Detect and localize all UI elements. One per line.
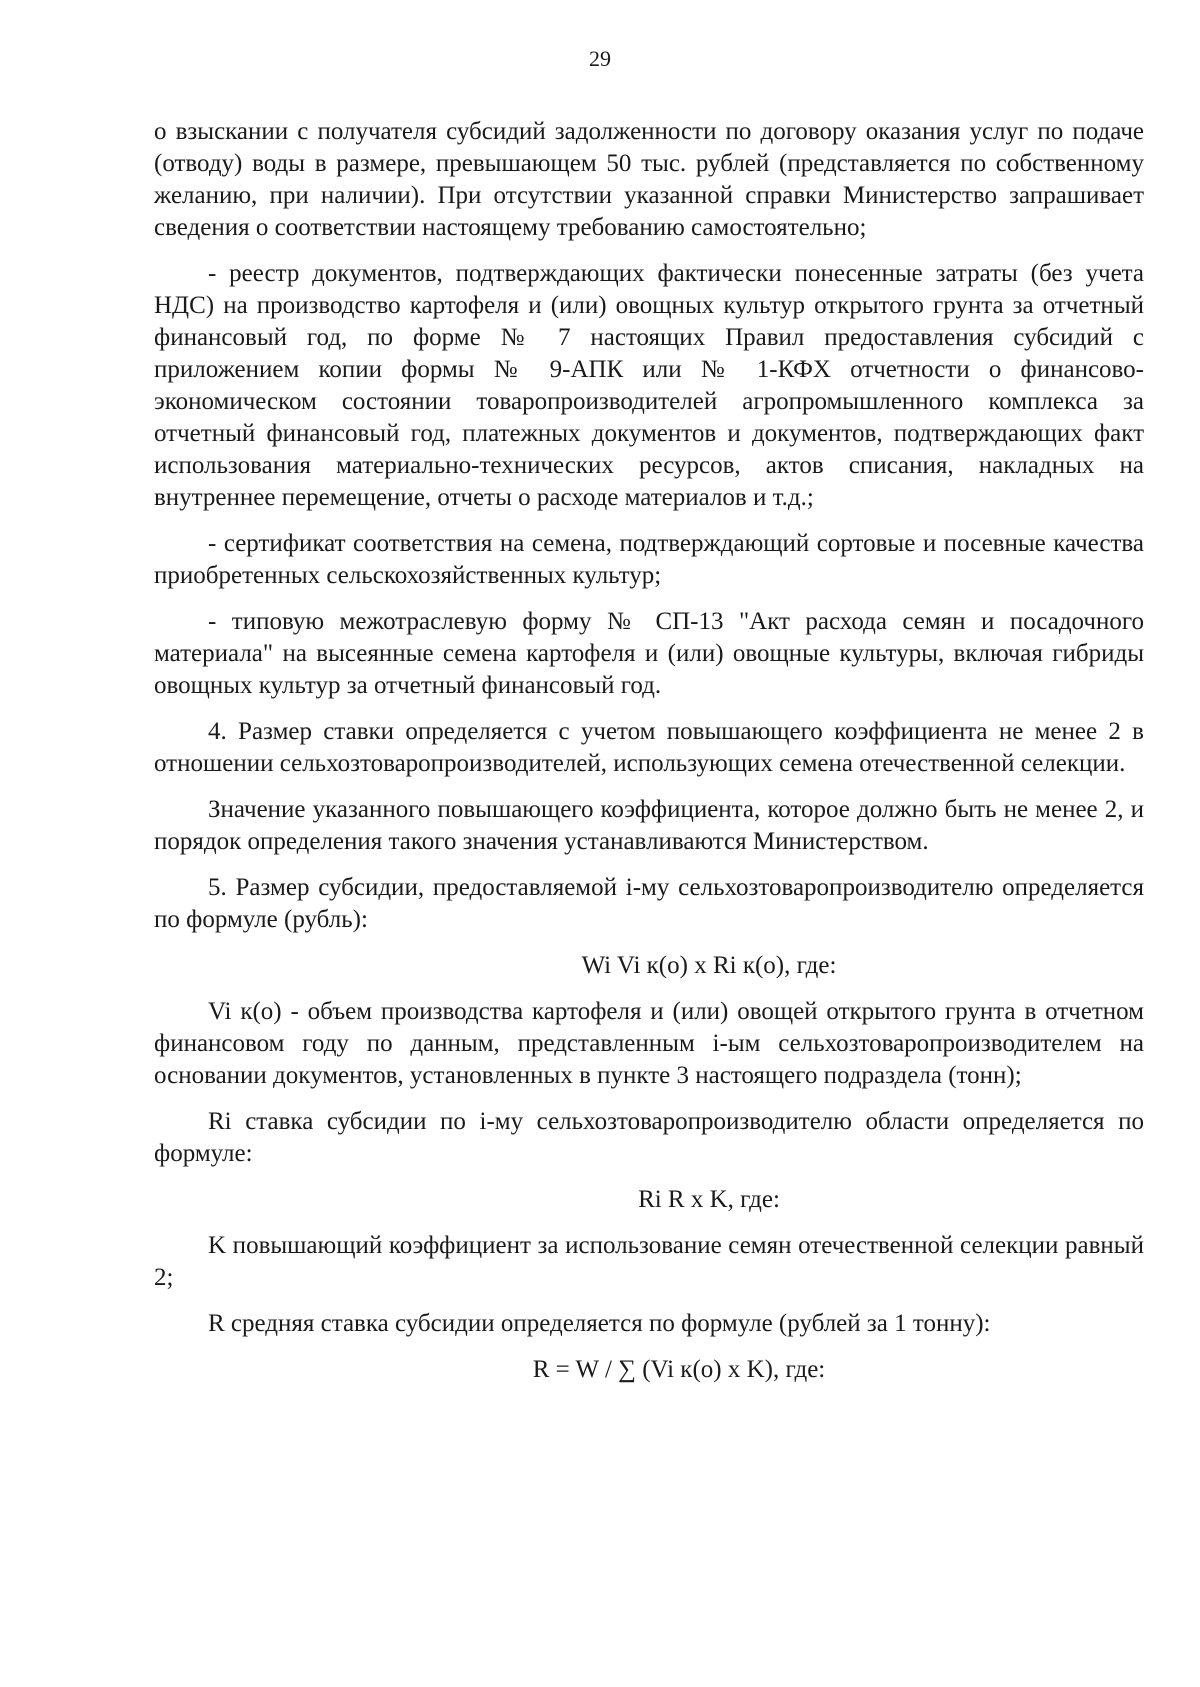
paragraph: 4. Размер ставки определяется с учетом повышающего коэффициента не менее 2 в отношении сельхозтоваропроизводителей, использующих семена отечественной селекции. [154,718,1144,777]
document-body [154,116,1144,1400]
list-item: - типовую межотраслевую форму № СП-13 "Акт расхода семян и посадочного материала" на высеянные семена картофеля и (или) овощные культуры, включая гибриды овощных культур за отчетный финансовый год. [154,608,1144,699]
paragraph: Значение указанного повышающего коэффициента, которое должно быть не менее 2, и порядок определения такого значения устанавливаются Министерством. [154,796,1144,855]
definition: R средняя ставка субсидии определяется по формуле (рублей за 1 тонну): [208,1310,991,1337]
list-item: - реестр документов, подтверждающих фактически понесенные затраты (без учета НДС) на производство картофеля и (или) овощных культур открытого грунта за отчетный финансовый год, по форме № 7 настоящих Правил предоставления субсидий с приложением копии формы № 9-АПК или № 1-КФХ отчетности о финансово-экономическом состоянии товаропроизводителей агропромышленного комплекса за отчетный финансовый год, платежных документов и документов, подтверждающих факт использования материально-технических ресурсов, актов списания, накладных на внутреннее перемещение, отчеты о расходе материалов и т.д.; [154,260,1144,511]
formula-rate: Ri R x K, где: [638,1186,780,1213]
paragraph: о взыскании с получателя субсидий задолженности по договору оказания услуг по подаче (отводу) воды в размере, превышающем 50 тыс. рублей (представляется по собственному желанию, при наличии). При отсутствии указанной справки Министерство запрашивает сведения о соответствии настоящему требованию самостоятельно; [154,118,1144,241]
definition: K повышающий коэффициент за использование семян отечественной селекции равный 2; [154,1232,1144,1291]
formula-subsidy: Wi Vi к(о) x Ri к(о), где: [581,952,837,979]
list-item: - сертификат соответствия на семена, подтверждающий сортовые и посевные качества приобретенных сельскохозяйственных культур; [154,530,1144,589]
paragraph: 5. Размер субсидии, предоставляемой i-му сельхозтоваропроизводителю определяется по формуле (рубль): [154,874,1144,933]
definition: Vi к(о) - объем производства картофеля и (или) овощей открытого грунта в отчетном финансовом году по данным, представленным i-ым сельхозтоваропроизводителем на основании документов, установленных в пункте 3 настоящего подраздела (тонн); [154,998,1144,1089]
definition: Ri ставка субсидии по i-му сельхозтоваропроизводителю области определяется по формуле: [154,1108,1144,1167]
page-number: 29 [589,46,611,71]
formula-average-rate: R = W / ∑ (Vi к(о) x K), где: [532,1356,826,1383]
